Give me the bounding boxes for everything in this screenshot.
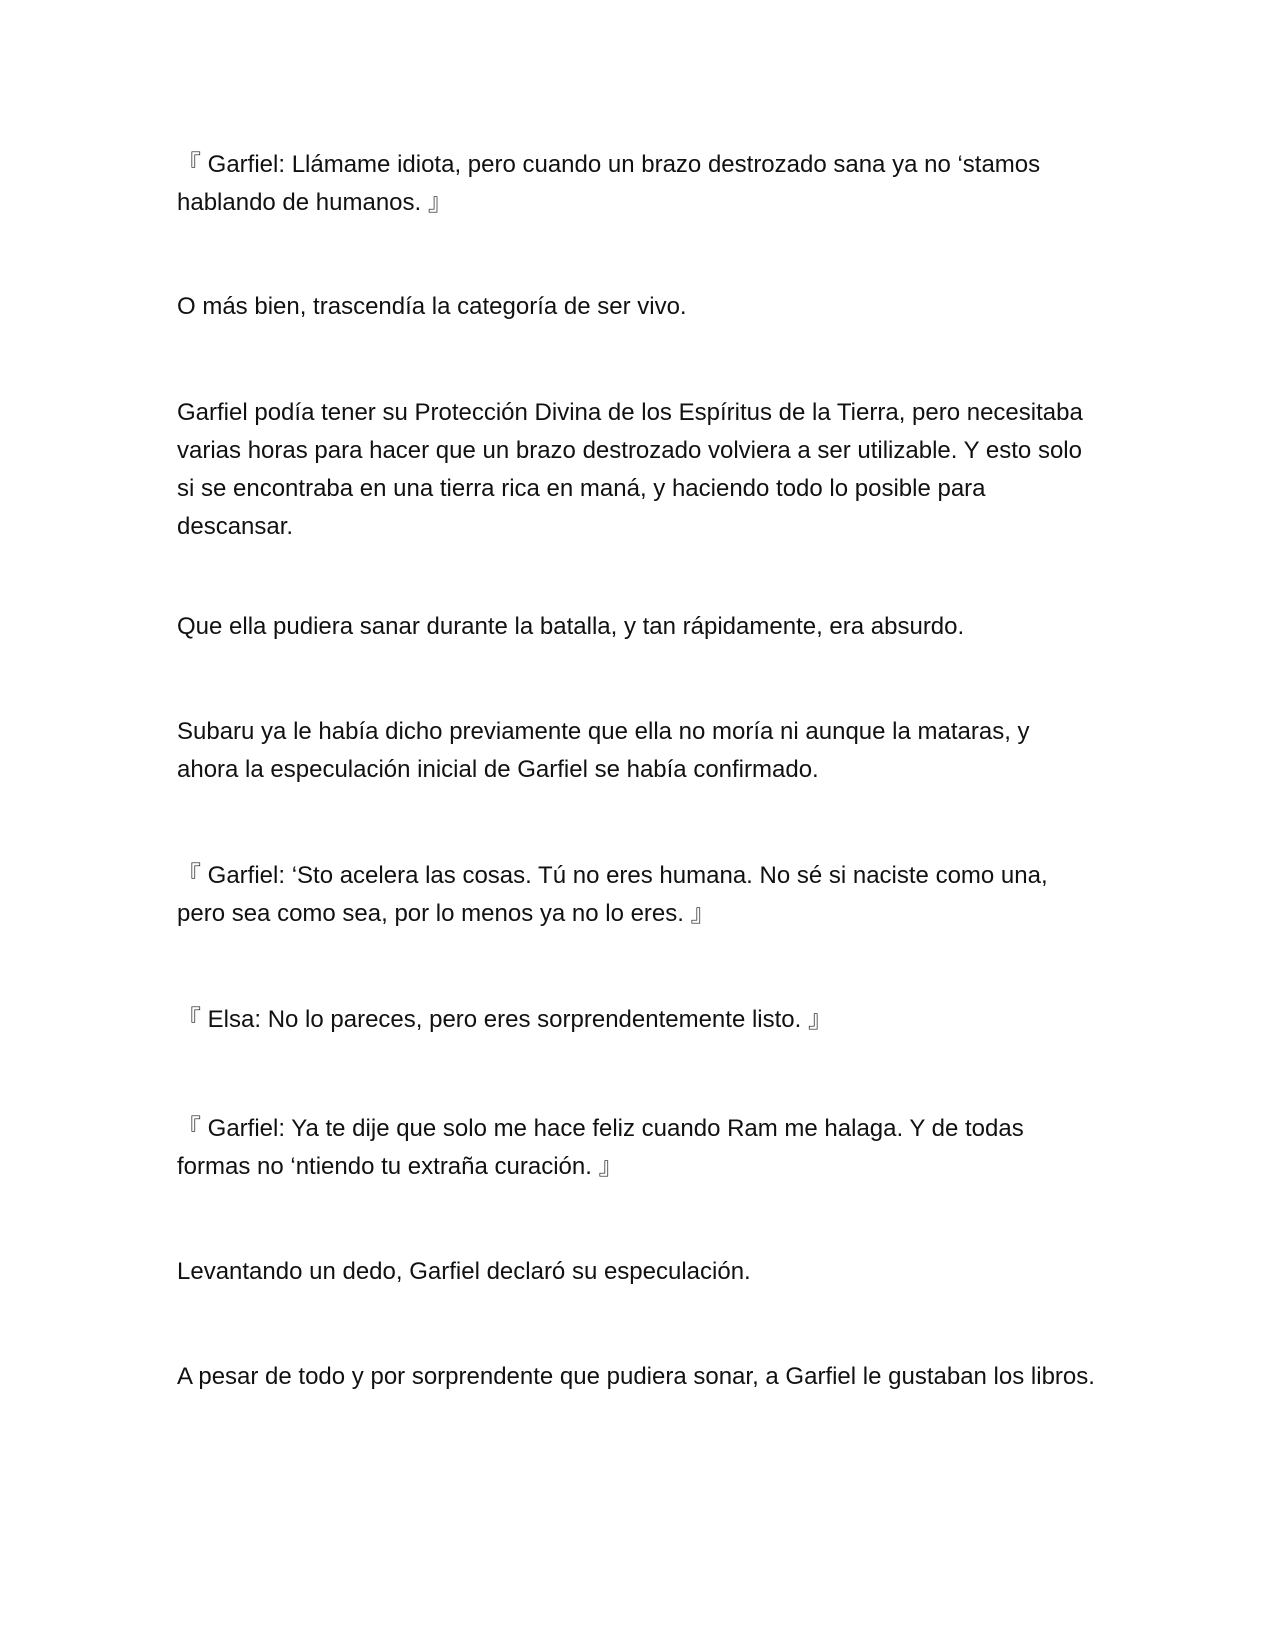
paragraph-narration-3: Que ella pudiera sanar durante la batalla, y tan rápidamente, era absurdo. [177, 613, 965, 640]
paragraph-narration-6: A pesar de todo y por sorprendente que pudiera sonar, a Garfiel le gustaban los libros. [177, 1363, 1095, 1390]
paragraph-dialogue-elsa: 『 Elsa: No lo pareces, pero eres sorprendentemente listo. 』 [177, 1006, 832, 1033]
paragraph-narration-1: O más bien, trascendía la categoría de ser vivo. [177, 293, 687, 320]
paragraph-dialogue-garfiel-1: 『 Garfiel: Llámame idiota, pero cuando un brazo destrozado sana ya no ‘stamos hablando de humanos. 』 [177, 151, 1041, 216]
paragraph-narration-2: Garfiel podía tener su Protección Divina de los Espíritus de la Tierra, pero necesitaba varias horas para hacer que un brazo destrozado volviera a ser utilizable. Y esto solo si se encontraba en una tierra rica en maná, y haciendo todo lo posible para descansar. [177, 399, 1083, 540]
paragraph-dialogue-garfiel-3: 『 Garfiel: Ya te dije que solo me hace feliz cuando Ram me halaga. Y de todas formas no ‘ntiendo tu extraña curación. 』 [177, 1115, 1024, 1180]
paragraph-narration-5: Levantando un dedo, Garfiel declaró su especulación. [177, 1258, 751, 1285]
paragraph-dialogue-garfiel-2: 『 Garfiel: ‘Sto acelera las cosas. Tú no eres humana. No sé si naciste como una, pero sea como sea, por lo menos ya no lo eres. 』 [177, 862, 1048, 927]
paragraph-narration-4: Subaru ya le había dicho previamente que ella no moría ni aunque la mataras, y ahora la especulación inicial de Garfiel se había confirmado. [177, 718, 1030, 783]
